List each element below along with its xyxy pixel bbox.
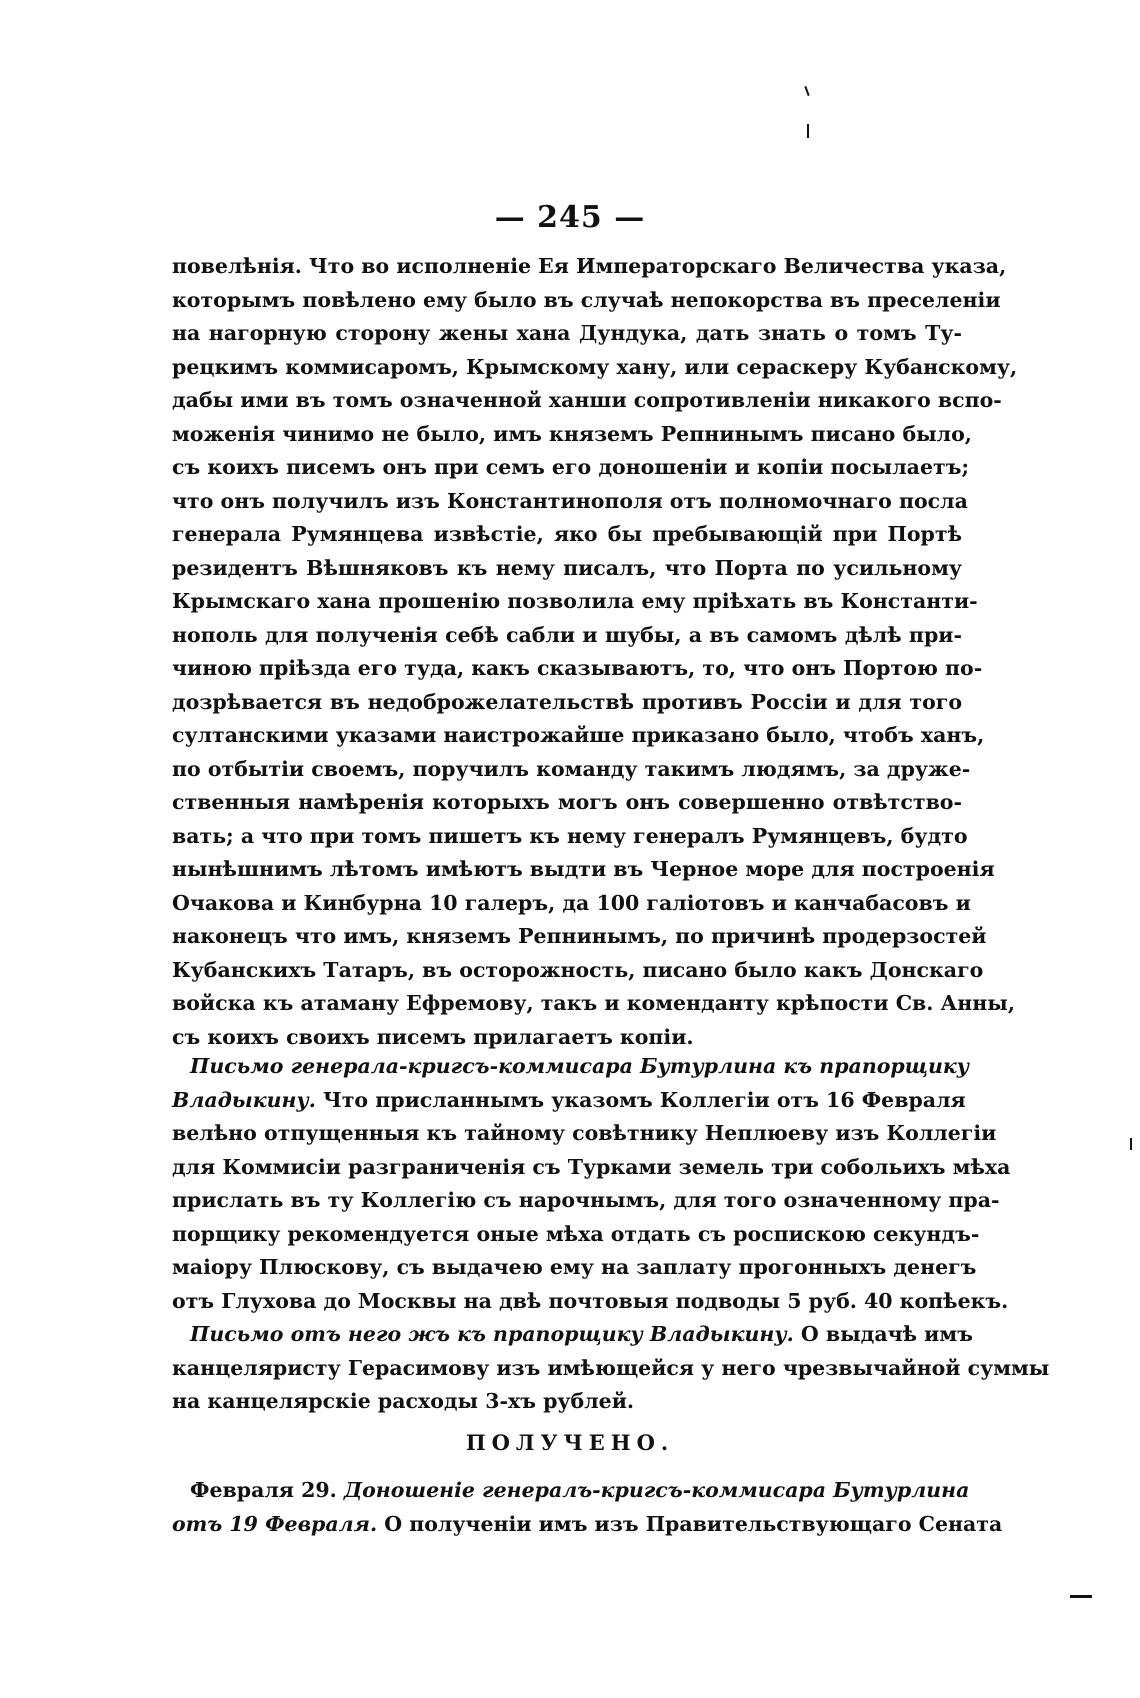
text-line: отъ Глухова до Москвы на двѣ почтовыя подводы 5 руб. 40 копѣекъ. bbox=[172, 1288, 1009, 1313]
text-line: нынѣшнимъ лѣтомъ имѣютъ выдти въ Черное море для построенія bbox=[172, 857, 995, 881]
letter-title: Письмо генерала-кригсъ-коммисара Бутурлина къ прапорщику bbox=[190, 1054, 970, 1078]
paragraph-received bbox=[172, 1474, 1003, 1541]
text-line: съ коихъ писемъ онъ при семъ его доношеніи и копіи посылаетъ; bbox=[172, 455, 970, 479]
text-line: Кубанскихъ Татаръ, въ осторожность, писано было какъ Донскаго bbox=[172, 957, 984, 982]
text-line: повелѣнія. Что во исполненіе Ея Императорскаго Величества указа, bbox=[172, 254, 1007, 278]
letter-addressee: Владыкину. bbox=[172, 1087, 316, 1112]
text-line: прислать въ ту Коллегію съ нарочнымъ, для того означенному пра- bbox=[172, 1188, 1000, 1212]
scan-mark bbox=[1070, 1595, 1092, 1598]
text-line bbox=[172, 1474, 970, 1508]
text-line: на канцелярскіе расходы 3-хъ рублей. bbox=[172, 1389, 635, 1413]
text-line: Крымскаго хана прошенію позволила ему пріѣхать въ Константи- bbox=[172, 589, 978, 613]
text-line: дабы ими въ томъ означенной ханши сопротивленіи никакого вспо- bbox=[172, 388, 1002, 412]
text-line: канцеляристу Герасимову изъ имѣющейся у него чрезвычайной суммы bbox=[172, 1355, 1050, 1380]
letter-text: О выдачѣ имъ bbox=[793, 1322, 973, 1346]
paragraph-letter-second bbox=[172, 1318, 1050, 1419]
text-line: на нагорную сторону жены хана Дундука, дать знать о томъ Ту- bbox=[172, 321, 962, 345]
text-line: которымъ повѣлено ему было въ случаѣ непокорства въ преселеніи bbox=[172, 287, 1001, 312]
entry-date-ref: отъ 19 Февраля. bbox=[172, 1511, 378, 1536]
text-line: по отбытіи своемъ, поручилъ команду такимъ людямъ, за друже- bbox=[172, 756, 971, 781]
text-line bbox=[172, 1318, 973, 1352]
page-number: — 245 — bbox=[494, 200, 646, 235]
text-line: генерала Румянцева извѣстіе, яко бы пребывающій при Портѣ bbox=[172, 522, 962, 546]
text-line: Очакова и Кинбурна 10 галеръ, да 100 галіотовъ и канчабасовъ и bbox=[172, 890, 971, 915]
text-line: султанскими указами наистрожайше приказано было, чтобъ ханъ, bbox=[172, 723, 985, 747]
letter-text: Что присланнымъ указомъ Коллегіи отъ 16 Февраля bbox=[315, 1087, 966, 1112]
text-line bbox=[172, 1050, 970, 1084]
text-line: велѣно отпущенныя къ тайному совѣтнику Неплюеву изъ Коллегіи bbox=[172, 1121, 997, 1145]
text-line: наконецъ что имъ, княземъ Репнинымъ, по причинѣ продерзостей bbox=[172, 924, 987, 948]
text-line: ственныя намѣренія которыхъ могъ онъ совершенно отвѣтство- bbox=[172, 790, 962, 814]
text-line: войска къ атаману Ефремову, такъ и коменданту крѣпости Св. Анны, bbox=[172, 991, 1015, 1015]
scan-mark bbox=[804, 86, 809, 96]
text-line: порщику рекомендуется оные мѣха отдать съ роспискою секундъ- bbox=[172, 1221, 980, 1246]
text-line bbox=[172, 1084, 966, 1118]
letter-title: Письмо отъ него жъ къ прапорщику Владыкину. bbox=[190, 1322, 794, 1346]
scan-mark bbox=[1130, 1138, 1132, 1150]
text-line: чиною пріѣзда его туда, какъ сказываютъ, то, что онъ Портою по- bbox=[172, 656, 983, 680]
text-line: резидентъ Вѣшняковъ къ нему писалъ, что Порта по усильному bbox=[172, 555, 962, 580]
text-line: для Коммисіи разграниченія съ Турками земель три собольихъ мѣха bbox=[172, 1154, 1011, 1179]
section-heading: ПОЛУЧЕНО. bbox=[465, 1430, 675, 1455]
text-line: что онъ получилъ изъ Константинополя отъ полномочнаго посла bbox=[172, 488, 968, 513]
scan-mark bbox=[807, 124, 809, 138]
text-line: дозрѣвается въ недоброжелательствѣ противъ Россіи и для того bbox=[172, 689, 962, 714]
entry-date: Февраля 29. bbox=[190, 1478, 337, 1502]
entry-text: О полученіи имъ изъ Правительствующаго Сената bbox=[377, 1511, 1003, 1536]
entry-title: Доношеніе генералъ-кригсъ-коммисара Бутурлина bbox=[336, 1478, 970, 1502]
text-line: съ коихъ своихъ писемъ прилагаетъ копіи. bbox=[172, 1024, 694, 1049]
paragraph-report bbox=[172, 250, 1018, 1054]
text-line: моженія чинимо не было, имъ княземъ Репнинымъ писано было, bbox=[172, 421, 972, 446]
text-line: рецкимъ коммисаромъ, Крымскому хану, или сераскеру Кубанскому, bbox=[172, 354, 1018, 379]
text-line: маіору Плюскову, съ выдачею ему на заплату прогонныхъ денегъ bbox=[172, 1255, 977, 1279]
text-line: вать; а что при томъ пишетъ къ нему генералъ Румянцевъ, будто bbox=[172, 823, 968, 848]
text-line bbox=[172, 1508, 1003, 1542]
paragraph-letter-buturlin bbox=[172, 1050, 1011, 1318]
text-line: нополь для полученія себѣ сабли и шубы, а въ самомъ дѣлѣ при- bbox=[172, 622, 962, 647]
